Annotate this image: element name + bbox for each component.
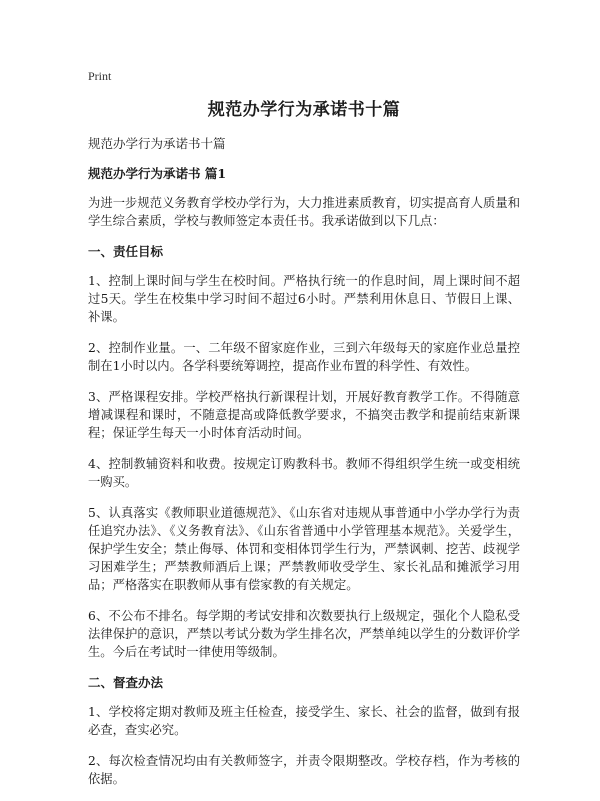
section-heading-responsibility: 一、责任目标 <box>88 244 164 259</box>
print-label[interactable]: Print <box>88 69 112 83</box>
responsibility-item: 5、认真落实《教师职业道德规范》、《山东省对违规从事普通中小学办学行为责任追究办法》、《义务教育法》、《山东省普通中小学管理基本规范》。关爱学生，保护学生安全；禁止侮辱、体罚和变相体罚学生行为，严禁讽刺、挖苦、歧视学习困难学生；严禁教师酒后上课；严禁教师收受学生、家长礼品和摊派学习用品；严格落实在职教师从事有偿家教的有关规定。 <box>88 506 520 592</box>
intro-paragraph: 为进一步规范义务教育学校办学行为，大力推进素质教育，切实提高育人质量和学生综合素质，学校与教师签定本责任书。我承诺做到以下几点： <box>88 196 520 228</box>
supervision-item: 1、学校将定期对教师及班主任检查，接受学生、家长、社会的监督，做到有报必查，查实必究。 <box>88 705 520 737</box>
responsibility-item: 4、控制教辅资料和收费。按规定订购教科书。教师不得组织学生统一或变相统一购买。 <box>88 457 520 489</box>
responsibility-item: 2、控制作业量。一、二年级不留家庭作业，三到六年级每天的家庭作业总量控制在1小时以内。各学科要统筹调控，提高作业布置的科学性、有效性。 <box>88 341 520 373</box>
subtitle: 规范办学行为承诺书十篇 <box>88 136 226 151</box>
document-page <box>88 68 520 801</box>
responsibility-item: 6、不公布不排名。每学期的考试安排和次数要执行上级规定，强化个人隐私受法律保护的意识，严禁以考试分数为学生排名次，严禁单纯以学生的分数评价学生。今后在考试时一律使用等级制。 <box>88 609 520 659</box>
responsibility-item: 1、控制上课时间与学生在校时间。严格执行统一的作息时间，周上课时间不超过5天。学生在校集中学习时间不超过6小时。严禁利用休息日、节假日上课、补课。 <box>88 274 520 324</box>
responsibility-item: 3、严格课程安排。学校严格执行新课程计划，开展好教育教学工作。不得随意增减课程和课时，不随意提高或降低教学要求，不搞突击教学和提前结束新课程；保证学生每天一小时体育活动时间。 <box>88 390 520 440</box>
piece-heading: 规范办学行为承诺书 篇1 <box>88 166 227 181</box>
section-heading-supervision: 二、督查办法 <box>88 675 164 690</box>
supervision-item: 2、每次检查情况均由有关教师签字，并责令限期整改。学校存档，作为考核的依据。 <box>88 754 520 786</box>
page-title: 规范办学行为承诺书十篇 <box>207 100 401 120</box>
